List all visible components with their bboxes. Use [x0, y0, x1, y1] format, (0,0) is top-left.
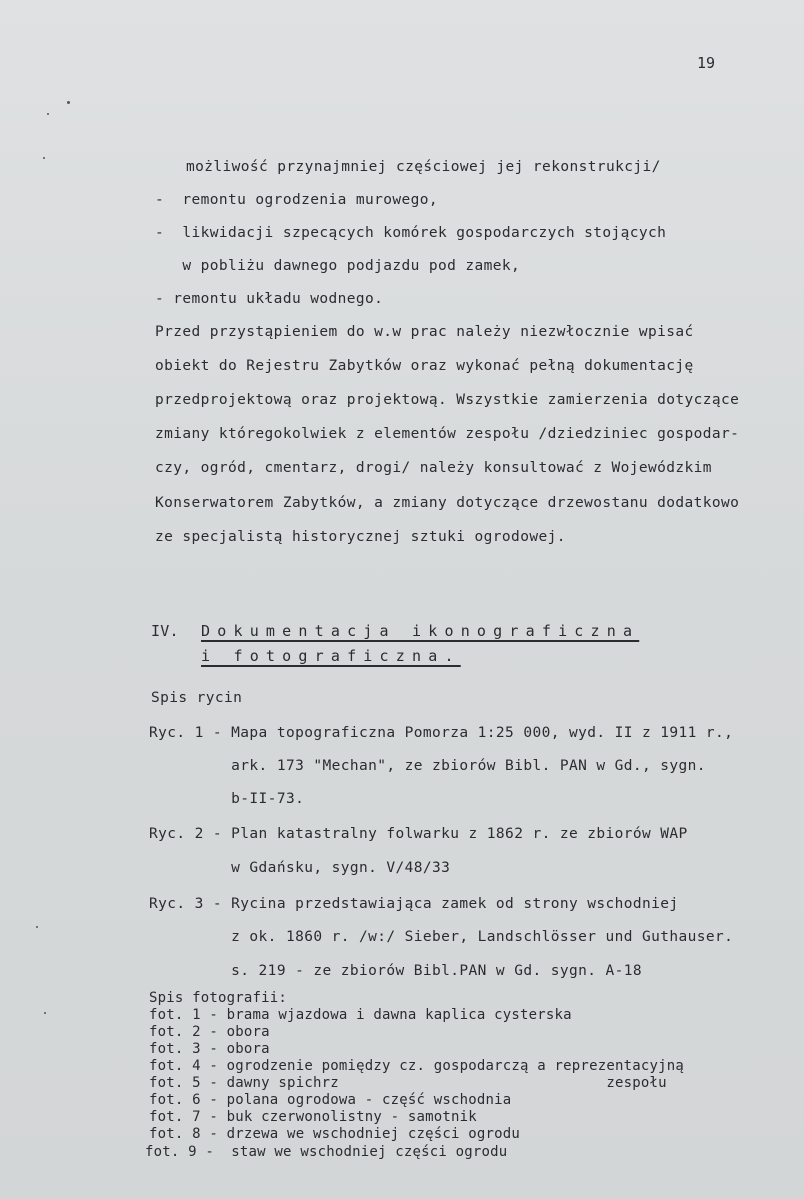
text-line: możliwość przynajmniej częściowej jej rekonstrukcji/: [186, 159, 661, 175]
ink-speck: [44, 1012, 46, 1014]
text-line: - remontu układu wodnego.: [155, 291, 384, 307]
illustrations-heading: Spis rycin: [151, 690, 243, 706]
list-item: fot. 9 - staw we wschodniej części ogrodu: [145, 1144, 508, 1160]
page-number: 19: [697, 54, 716, 72]
list-item: fot. 6 - polana ogrodowa - część wschodnia: [149, 1092, 512, 1108]
list-item: Ryc. 2 - Plan katastralny folwarku z 1862 r. ze zbiorów WAP: [149, 826, 688, 842]
section-title-line2: i fotograficzna.: [201, 647, 461, 665]
text-line: zmiany któregokolwiek z elementów zespołu /dziedziniec gospodar-: [155, 426, 740, 442]
list-item: fot. 7 - buk czerwonolistny - samotnik: [149, 1109, 477, 1125]
text-line: przedprojektową oraz projektową. Wszystkie zamierzenia dotyczące: [155, 392, 740, 408]
text-line: - remontu ogrodzenia murowego,: [155, 192, 439, 208]
text-line: ze specjalistą historycznej sztuki ogrodowej.: [155, 529, 566, 545]
text-line: czy, ogród, cmentarz, drogi/ należy konsultować z Wojewódzkim: [155, 460, 712, 476]
list-item: Ryc. 1 - Mapa topograficzna Pomorza 1:25 000, wyd. II z 1911 r.,: [149, 725, 734, 741]
list-item: fot. 4 - ogrodzenie pomiędzy cz. gospodarczą a reprezentacyjną: [149, 1058, 684, 1074]
list-item: s. 219 - ze zbiorów Bibl.PAN w Gd. sygn. A-18: [149, 963, 643, 979]
text-line: obiekt do Rejestru Zabytków oraz wykonać pełną dokumentację: [155, 358, 694, 374]
section-title-line1: Dokumentacja ikonograficzna: [201, 622, 640, 640]
text-line: Konserwatorem Zabytków, a zmiany dotyczące drzewostanu dodatkowo: [155, 495, 740, 511]
text-line: w pobliżu dawnego podjazdu pod zamek,: [155, 258, 521, 274]
section-number: IV.: [151, 622, 179, 640]
list-item: Ryc. 3 - Rycina przedstawiająca zamek od strony wschodniej: [149, 896, 679, 912]
text-line: - likwidacji szpecących komórek gospodarczych stojących: [155, 225, 667, 241]
text-line: Przed przystąpieniem do w.w prac należy niezwłocznie wpisać: [155, 324, 694, 340]
photographs-heading: Spis fotografii:: [149, 990, 288, 1006]
ink-speck: [43, 157, 45, 159]
ink-speck: [36, 926, 38, 928]
ink-speck: [67, 101, 70, 104]
ink-speck: [47, 113, 49, 115]
list-item: fot. 3 - obora: [149, 1041, 270, 1057]
list-item: w Gdańsku, sygn. V/48/33: [149, 860, 451, 876]
list-item: fot. 8 - drzewa we wschodniej części ogrodu: [149, 1126, 521, 1142]
list-item: fot. 2 - obora: [149, 1024, 270, 1040]
list-item: fot. 5 - dawny spichrz zespołu: [149, 1075, 667, 1091]
list-item: b-II-73.: [149, 791, 305, 807]
list-item: ark. 173 "Mechan", ze zbiorów Bibl. PAN w Gd., sygn.: [149, 758, 706, 774]
list-item: z ok. 1860 r. /w:/ Sieber, Landschlösser und Guthauser.: [149, 929, 734, 945]
list-item: fot. 1 - brama wjazdowa i dawna kaplica cysterska: [149, 1007, 572, 1023]
